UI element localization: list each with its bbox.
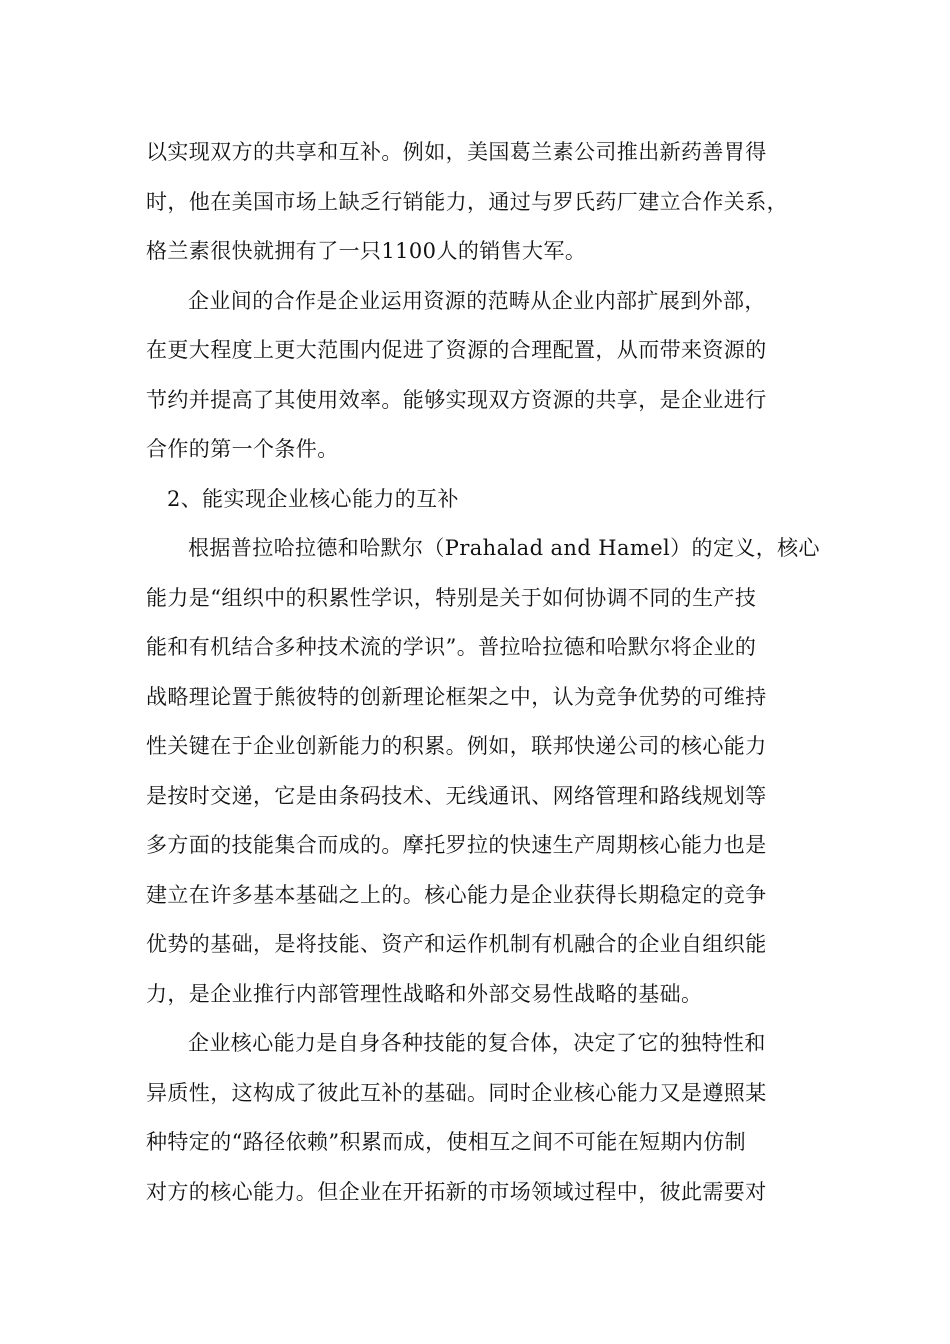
text-line: 能和有机结合多种技术流的学识”。普拉哈拉德和哈默尔将企业的 xyxy=(146,635,757,659)
text-line: 以实现双方的共享和互补。例如，美国葛兰素公司推出新药善胃得 xyxy=(146,140,767,164)
text-line: 是按时交递，它是由条码技术、无线通讯、网络管理和路线规划等 xyxy=(146,783,767,808)
text-line: 战略理论置于熊彼特的创新理论框架之中，认为竞争优势的可维持 xyxy=(146,684,767,709)
text-line: 节约并提高了其使用效率。能够实现双方资源的共享，是企业进行 xyxy=(146,387,767,412)
paragraph-first-line: 企业核心能力是自身各种技能的复合体，决定了它的独特性和 xyxy=(188,1031,766,1055)
text-line: 在更大程度上更大范围内促进了资源的合理配置，从而带来资源的 xyxy=(146,338,767,362)
text-line: 性关键在于企业创新能力的积累。例如，联邦快递公司的核心能力 xyxy=(146,734,767,758)
section-heading: 2、能实现企业核心能力的互补 xyxy=(167,486,459,511)
text-line: 格兰素很快就拥有了一只1100人的销售大军。 xyxy=(146,239,587,263)
text-line: 力，是企业推行内部管理性战略和外部交易性战略的基础。 xyxy=(146,981,703,1006)
text-line: 时，他在美国市场上缺乏行销能力，通过与罗氏药厂建立合作关系， xyxy=(146,189,788,214)
paragraph-first-line: 根据普拉哈拉德和哈默尔（Prahalad and Hamel）的定义，核心 xyxy=(188,536,820,560)
body-text xyxy=(146,128,826,1217)
text-line: 种特定的“路径依赖”积累而成，使相互之间不可能在短期内仿制 xyxy=(146,1130,747,1154)
paragraph-first-line: 企业间的合作是企业运用资源的范畴从企业内部扩展到外部， xyxy=(188,288,766,313)
text-line: 建立在许多基本基础之上的。核心能力是企业获得长期稳定的竞争 xyxy=(146,882,767,907)
text-line: 异质性，这构成了彼此互补的基础。同时企业核心能力又是遵照某 xyxy=(146,1080,767,1105)
text-line: 多方面的技能集合而成的。摩托罗拉的快速生产周期核心能力也是 xyxy=(146,833,767,857)
text-line: 合作的第一个条件。 xyxy=(146,437,339,461)
text-line: 优势的基础，是将技能、资产和运作机制有机融合的企业自组织能 xyxy=(146,932,767,956)
text-line: 能力是“组织中的积累性学识，特别是关于如何协调不同的生产技 xyxy=(146,585,757,610)
text-line: 对方的核心能力。但企业在开拓新的市场领域过程中，彼此需要对 xyxy=(146,1179,767,1204)
